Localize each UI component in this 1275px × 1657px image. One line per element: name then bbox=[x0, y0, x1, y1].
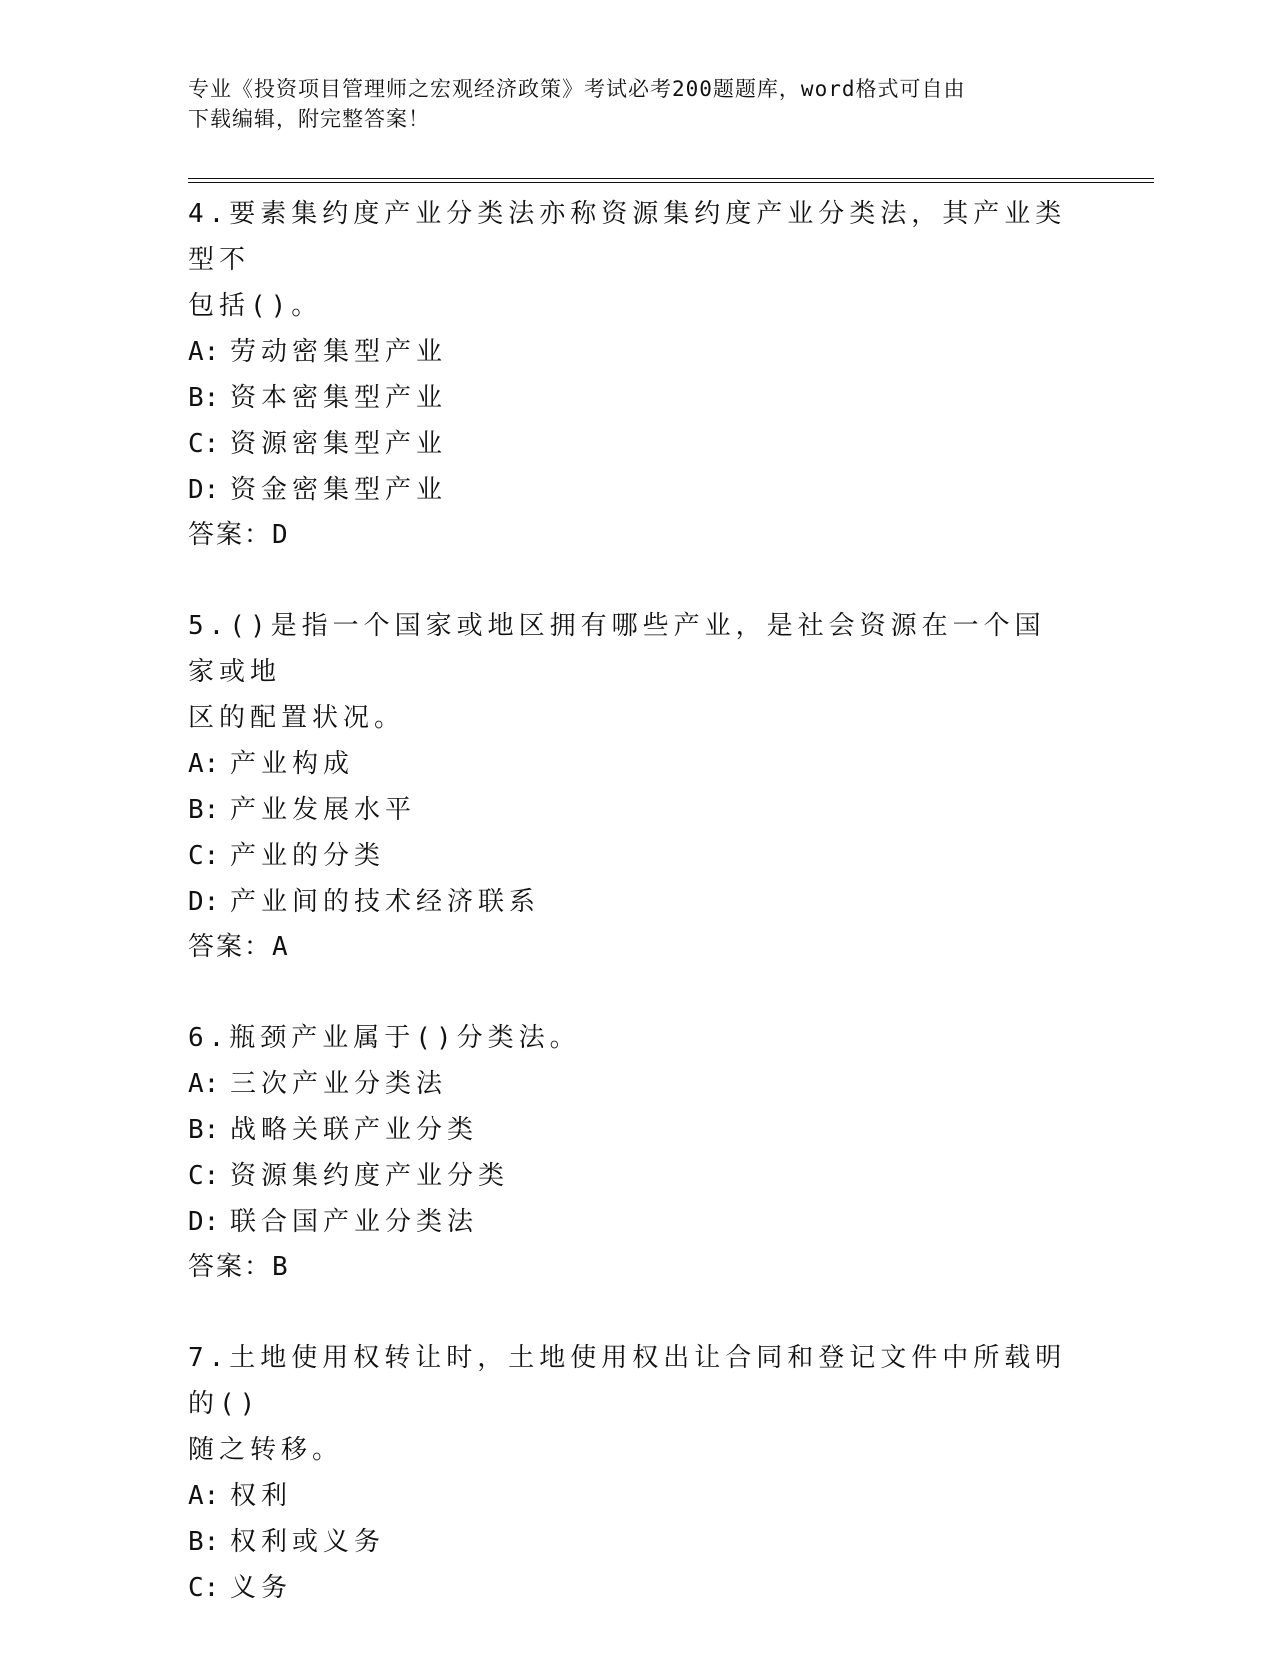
option-text: 资金密集型产业 bbox=[230, 475, 448, 505]
option-d bbox=[188, 467, 1068, 513]
option-letter: C: bbox=[188, 1161, 220, 1191]
question-stem-line-1: 4.要素集约度产业分类法亦称资源集约度产业分类法，其产业类型不 bbox=[188, 199, 1067, 275]
option-c bbox=[188, 1153, 1068, 1199]
question-stem bbox=[188, 191, 1068, 329]
question-4 bbox=[188, 191, 1068, 557]
option-text: 产业的分类 bbox=[230, 841, 386, 871]
option-letter: C: bbox=[188, 1573, 220, 1603]
option-text: 义务 bbox=[230, 1573, 293, 1603]
answer: 答案：D bbox=[188, 520, 290, 550]
option-letter: B: bbox=[188, 383, 220, 413]
option-b bbox=[188, 1107, 1068, 1153]
document-header bbox=[188, 74, 1088, 134]
option-a bbox=[188, 329, 1068, 375]
option-c bbox=[188, 1565, 1068, 1611]
option-c bbox=[188, 833, 1068, 879]
question-stem-line-2: 区的配置状况。 bbox=[188, 703, 406, 733]
question-stem bbox=[188, 603, 1068, 741]
option-d bbox=[188, 1199, 1068, 1245]
question-stem bbox=[188, 1335, 1068, 1473]
header-divider bbox=[188, 178, 1154, 183]
option-a bbox=[188, 1473, 1068, 1519]
option-text: 产业构成 bbox=[230, 749, 355, 779]
question-stem-line-2: 包括()。 bbox=[188, 291, 323, 321]
option-a bbox=[188, 1061, 1068, 1107]
option-text: 权利 bbox=[230, 1481, 293, 1511]
question-list bbox=[188, 191, 1068, 1657]
option-b bbox=[188, 375, 1068, 421]
question-stem-line-1: 6.瓶颈产业属于()分类法。 bbox=[188, 1023, 581, 1053]
option-letter: D: bbox=[188, 475, 220, 505]
option-text: 战略关联产业分类 bbox=[230, 1115, 479, 1145]
option-letter: C: bbox=[188, 429, 220, 459]
option-letter: B: bbox=[188, 1115, 220, 1145]
option-d bbox=[188, 879, 1068, 925]
header-line-2: 下载编辑，附完整答案！ bbox=[188, 107, 430, 131]
question-stem-line-1: 7.土地使用权转让时，土地使用权出让合同和登记文件中所载明的() bbox=[188, 1343, 1067, 1419]
option-letter: D: bbox=[188, 887, 220, 917]
option-b bbox=[188, 787, 1068, 833]
question-stem-line-2: 随之转移。 bbox=[188, 1435, 344, 1465]
question-5 bbox=[188, 603, 1068, 969]
option-text: 资本密集型产业 bbox=[230, 383, 448, 413]
option-text: 劳动密集型产业 bbox=[230, 337, 448, 367]
answer: 答案：A bbox=[188, 932, 290, 962]
option-text: 产业间的技术经济联系 bbox=[230, 887, 541, 917]
option-letter: A: bbox=[188, 1481, 220, 1511]
option-letter: B: bbox=[188, 795, 220, 825]
answer: 答案：B bbox=[188, 1252, 290, 1282]
option-b bbox=[188, 1519, 1068, 1565]
option-c bbox=[188, 421, 1068, 467]
question-6 bbox=[188, 1015, 1068, 1289]
option-a bbox=[188, 741, 1068, 787]
option-letter: A: bbox=[188, 1069, 220, 1099]
question-stem bbox=[188, 1015, 1068, 1061]
option-letter: D: bbox=[188, 1207, 220, 1237]
option-letter: A: bbox=[188, 337, 220, 367]
question-7 bbox=[188, 1335, 1068, 1611]
question-stem-line-1: 5.()是指一个国家或地区拥有哪些产业，是社会资源在一个国家或地 bbox=[188, 611, 1046, 687]
option-letter: C: bbox=[188, 841, 220, 871]
option-letter: B: bbox=[188, 1527, 220, 1557]
header-line-1: 专业《投资项目管理师之宏观经济政策》考试必考200题题库，word格式可自由 bbox=[188, 77, 966, 101]
option-text: 产业发展水平 bbox=[230, 795, 417, 825]
option-text: 三次产业分类法 bbox=[230, 1069, 448, 1099]
option-text: 联合国产业分类法 bbox=[230, 1207, 479, 1237]
option-letter: A: bbox=[188, 749, 220, 779]
option-text: 资源集约度产业分类 bbox=[230, 1161, 510, 1191]
option-text: 资源密集型产业 bbox=[230, 429, 448, 459]
option-text: 权利或义务 bbox=[230, 1527, 386, 1557]
